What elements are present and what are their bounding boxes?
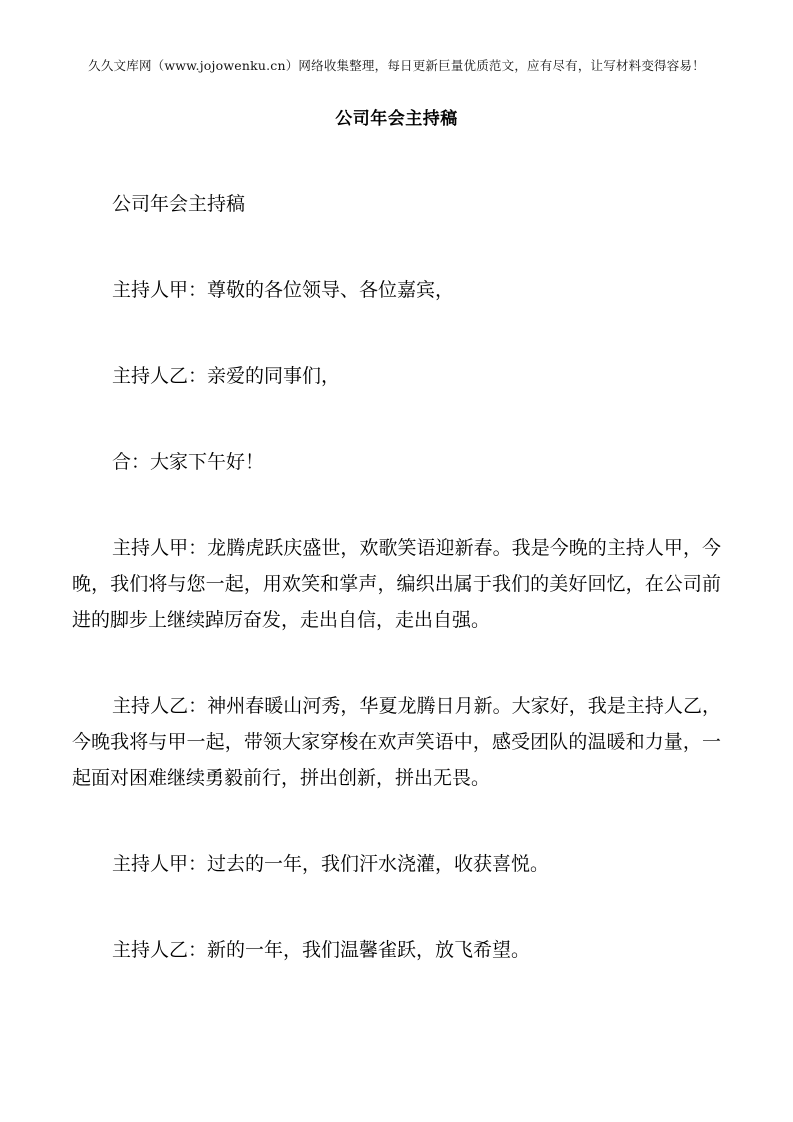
page-header-banner: 久久文库网（www.jojowenku.cn）网络收集整理，每日更新巨量优质范文，应有尽有，让写材料变得容易！ bbox=[88, 58, 705, 73]
paragraph: 主持人乙：亲爱的同事们， bbox=[112, 365, 341, 387]
paragraph: 主持人甲：过去的一年，我们汗水浇灌，收获喜悦。 bbox=[112, 853, 550, 875]
paragraph: 公司年会主持稿 bbox=[112, 193, 246, 215]
paragraph: 主持人乙：新的一年，我们温馨雀跃，放飞希望。 bbox=[112, 939, 531, 961]
paragraph: 主持人甲：龙腾虎跃庆盛世，欢歌笑语迎新春。我是今晚的主持人甲，今晚，我们将与您一起，用欢笑和掌声，编织出属于我们的美好回忆，在公司前进的脚步上继续踔厉奋发，走出自信，走出自强。 bbox=[72, 537, 721, 631]
document-title: 公司年会主持稿 bbox=[335, 109, 458, 129]
paragraph: 合：大家下午好！ bbox=[112, 451, 265, 473]
document-body bbox=[72, 186, 721, 1018]
paragraph: 主持人甲：尊敬的各位领导、各位嘉宾， bbox=[112, 279, 455, 301]
paragraph: 主持人乙：神州春暖山河秀，华夏龙腾日月新。大家好，我是主持人乙，今晚我将与甲一起，带领大家穿梭在欢声笑语中，感受团队的温暖和力量，一起面对困难继续勇毅前行，拼出创新，拼出无畏。 bbox=[72, 695, 721, 789]
